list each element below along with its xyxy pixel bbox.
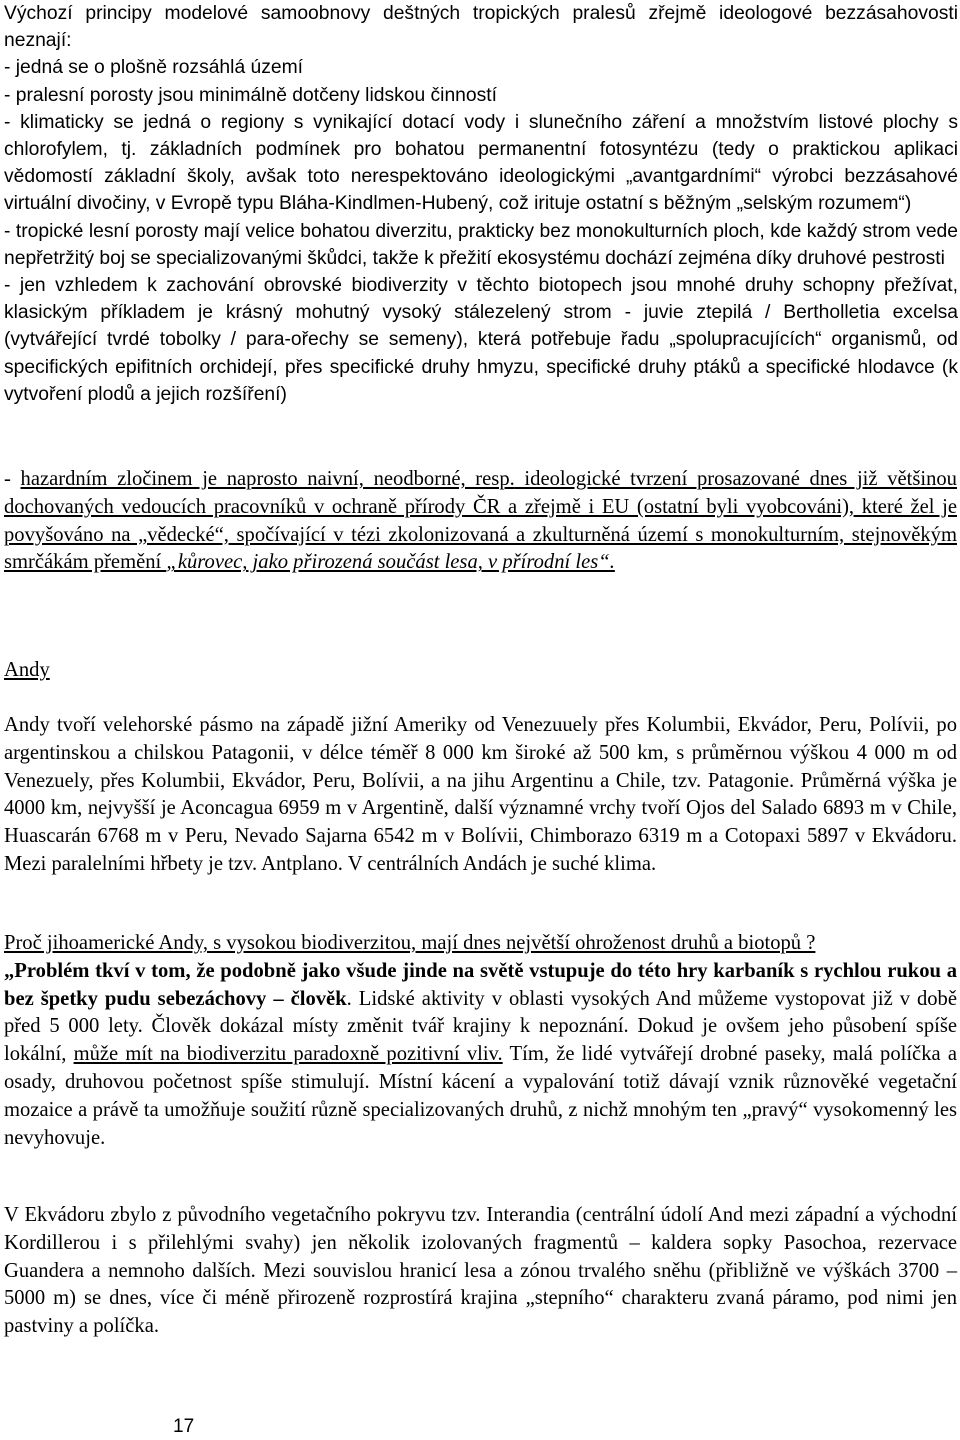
section-heading-andy: Andy	[4, 659, 50, 681]
bullet-biodiversity-example: - jen vzhledem k zachování obrovské biodiverzity v těchto biotopech jsou mnohé druhy schopny přežívat, klasickým příkladem je krásný mohutný vysoký stálezelený strom - juvie ztepilá / Bertholletia excelsa (vytvářející tvrdé tobolky / para-ořechy se semeny), která potřebuje řadu „spolupracujících“ organismů, od specifických epifitních orchidejí, přes specifické druhy hmyzu, specifické druhy ptáků a specifické hlodavce (k vytvoření plodů a jejich rozšíření)	[4, 275, 958, 405]
page-number: 17	[173, 1416, 195, 1437]
threat-bold-quote: „Problém tkví v tom, že podobně jako všude jinde na světě vstupuje do této hry karbaník s rychlou rukou a bez špetky pudu sebezáchovy – člověk	[4, 959, 957, 1010]
hazard-dash: -	[4, 468, 21, 490]
hazard-paragraph	[4, 466, 957, 577]
bullet-minimal-impact: - pralesní porosty jsou minimálně dotčeny lidskou činností	[4, 84, 497, 106]
hazard-quote: „kůrovec, jako přirozená součást lesa, v přírodní les“.	[166, 551, 615, 574]
intro-block	[4, 0, 958, 408]
threat-question: Proč jihoamerické Andy, s vysokou biodiverzitou, mají dnes největší ohroženost druhů a biotopů ?	[4, 932, 816, 954]
hazard-underlined-1: hazardním zločinem je naprosto naivní, neodborné, resp.	[20, 468, 515, 490]
threat-text-1: . Lidské aktivity v oblasti vysokých And můžeme vystopovat již v době před 5 000 lety. Člověk dokázal místy změnit tvář krajiny k nepoznání. Dokud je ovšem jeho působení spíše lokální,	[4, 987, 957, 1066]
threat-paragraph	[4, 930, 957, 1152]
bullet-climate: - klimaticky se jedná o regiony s vynikající dotací vody i slunečního záření a množstvím listové plochy s chlorofylem, tj. základních podmínek pro bohatou permanentní fotosyntézu (tedy o praktickou aplikaci vědomostí základní školy, avšak toto nerespektováno ideologickými „avantgardními“ výrobci bezzásahové virtuální divočiny, v Evropě typu Bláha-Kindlmen-Hubený, což irituje ostatní s běžným „selským rozumem“)	[4, 111, 958, 215]
hazard-underlined-2: ideologické tvrzení prosazované dnes již většinou dochovaných vedoucích pracovníků v ochraně přírody ČR a zřejmě i EU (ostatní byli vyobcováni), které žel je povyšováno na „vědecké“, spočívající v tézi zkolonizovaná a zkulturněná území s monokulturním, stejnověkým smrčákám přemění	[4, 468, 957, 574]
intro-sentence: Výchozí principy modelové samoobnovy deštných tropických pralesů zřejmě ideologové bezzásahovosti neznají:	[4, 3, 958, 52]
threat-body	[4, 958, 957, 1153]
threat-underlined: může mít na biodiverzitu paradoxně pozitivní vliv.	[73, 1043, 503, 1066]
bullet-large-area: - jedná se o plošně rozsáhlá území	[4, 57, 304, 79]
andy-description-paragraph: Andy tvoří velehorské pásmo na západě jižní Ameriky od Venezuuely přes Kolumbii, Ekvádor, Peru, Polívii, po argentinskou a chilskou Patagonii, v délce téměř 8 000 km široké až 500 km, s průměrnou výškou 4 000 m od Venezuely, přes Kolumbii, Ekvádor, Peru, Bolívii, a na jihu Argentinu a Chile, tzv. Patagonie. Průměrná výška je 4000 km, nejvyšší je Aconcagua 6959 m v Argentině, další významné vrchy tvoří Ojos del Salado 6893 m v Chile, Huascarán 6768 m v Peru, Nevado Sajarna 6542 m v Bolívii, Chimborazo 6319 m a Cotopaxi 5897 v Ekvádoru. Mezi paralelními hřbety je tzv. Antplano. V centrálních Andách je suché klima.	[4, 714, 957, 875]
bullet-diversity: - tropické lesní porosty mají velice bohatou diverzitu, prakticky bez monokulturních ploch, kde každý strom vede nepřetržitý boj se specializovanými škůdci, takže k přežití ekosystému dochází zejména díky druhové pestrosti	[4, 220, 958, 269]
threat-text-2: Tím, že lidé vytvářejí drobné paseky, malá políčka a osady, druhovou početnost spíše stimulují. Místní kácení a vypalování totiž dávají vznik různověké vegetační mozaice a právě ta umožňuje soužití různě specializovaných druhů, z nichž mnohým ten „pravý“ vysokomenný les nevyhovuje.	[4, 1043, 957, 1149]
ecuador-paragraph: V Ekvádoru zbylo z původního vegetačního pokryvu tzv. Interandia (centrální údolí And mezi západní a východní Kordillerou i s přilehlými svahy) jen několik izolovaných fragmentů – kaldera sopky Pasochoa, rezervace Guandera a nemnoho dalších. Mezi souvislou hranicí lesa a zónou trvalého sněhu (přibližně ve výškách 3700 – 5000 m) se dnes, více či méně přirozeně rozprostírá krajina „stepního“ charakteru zvaná páramo, pod nimi jen pastviny a políčka.	[4, 1204, 957, 1338]
